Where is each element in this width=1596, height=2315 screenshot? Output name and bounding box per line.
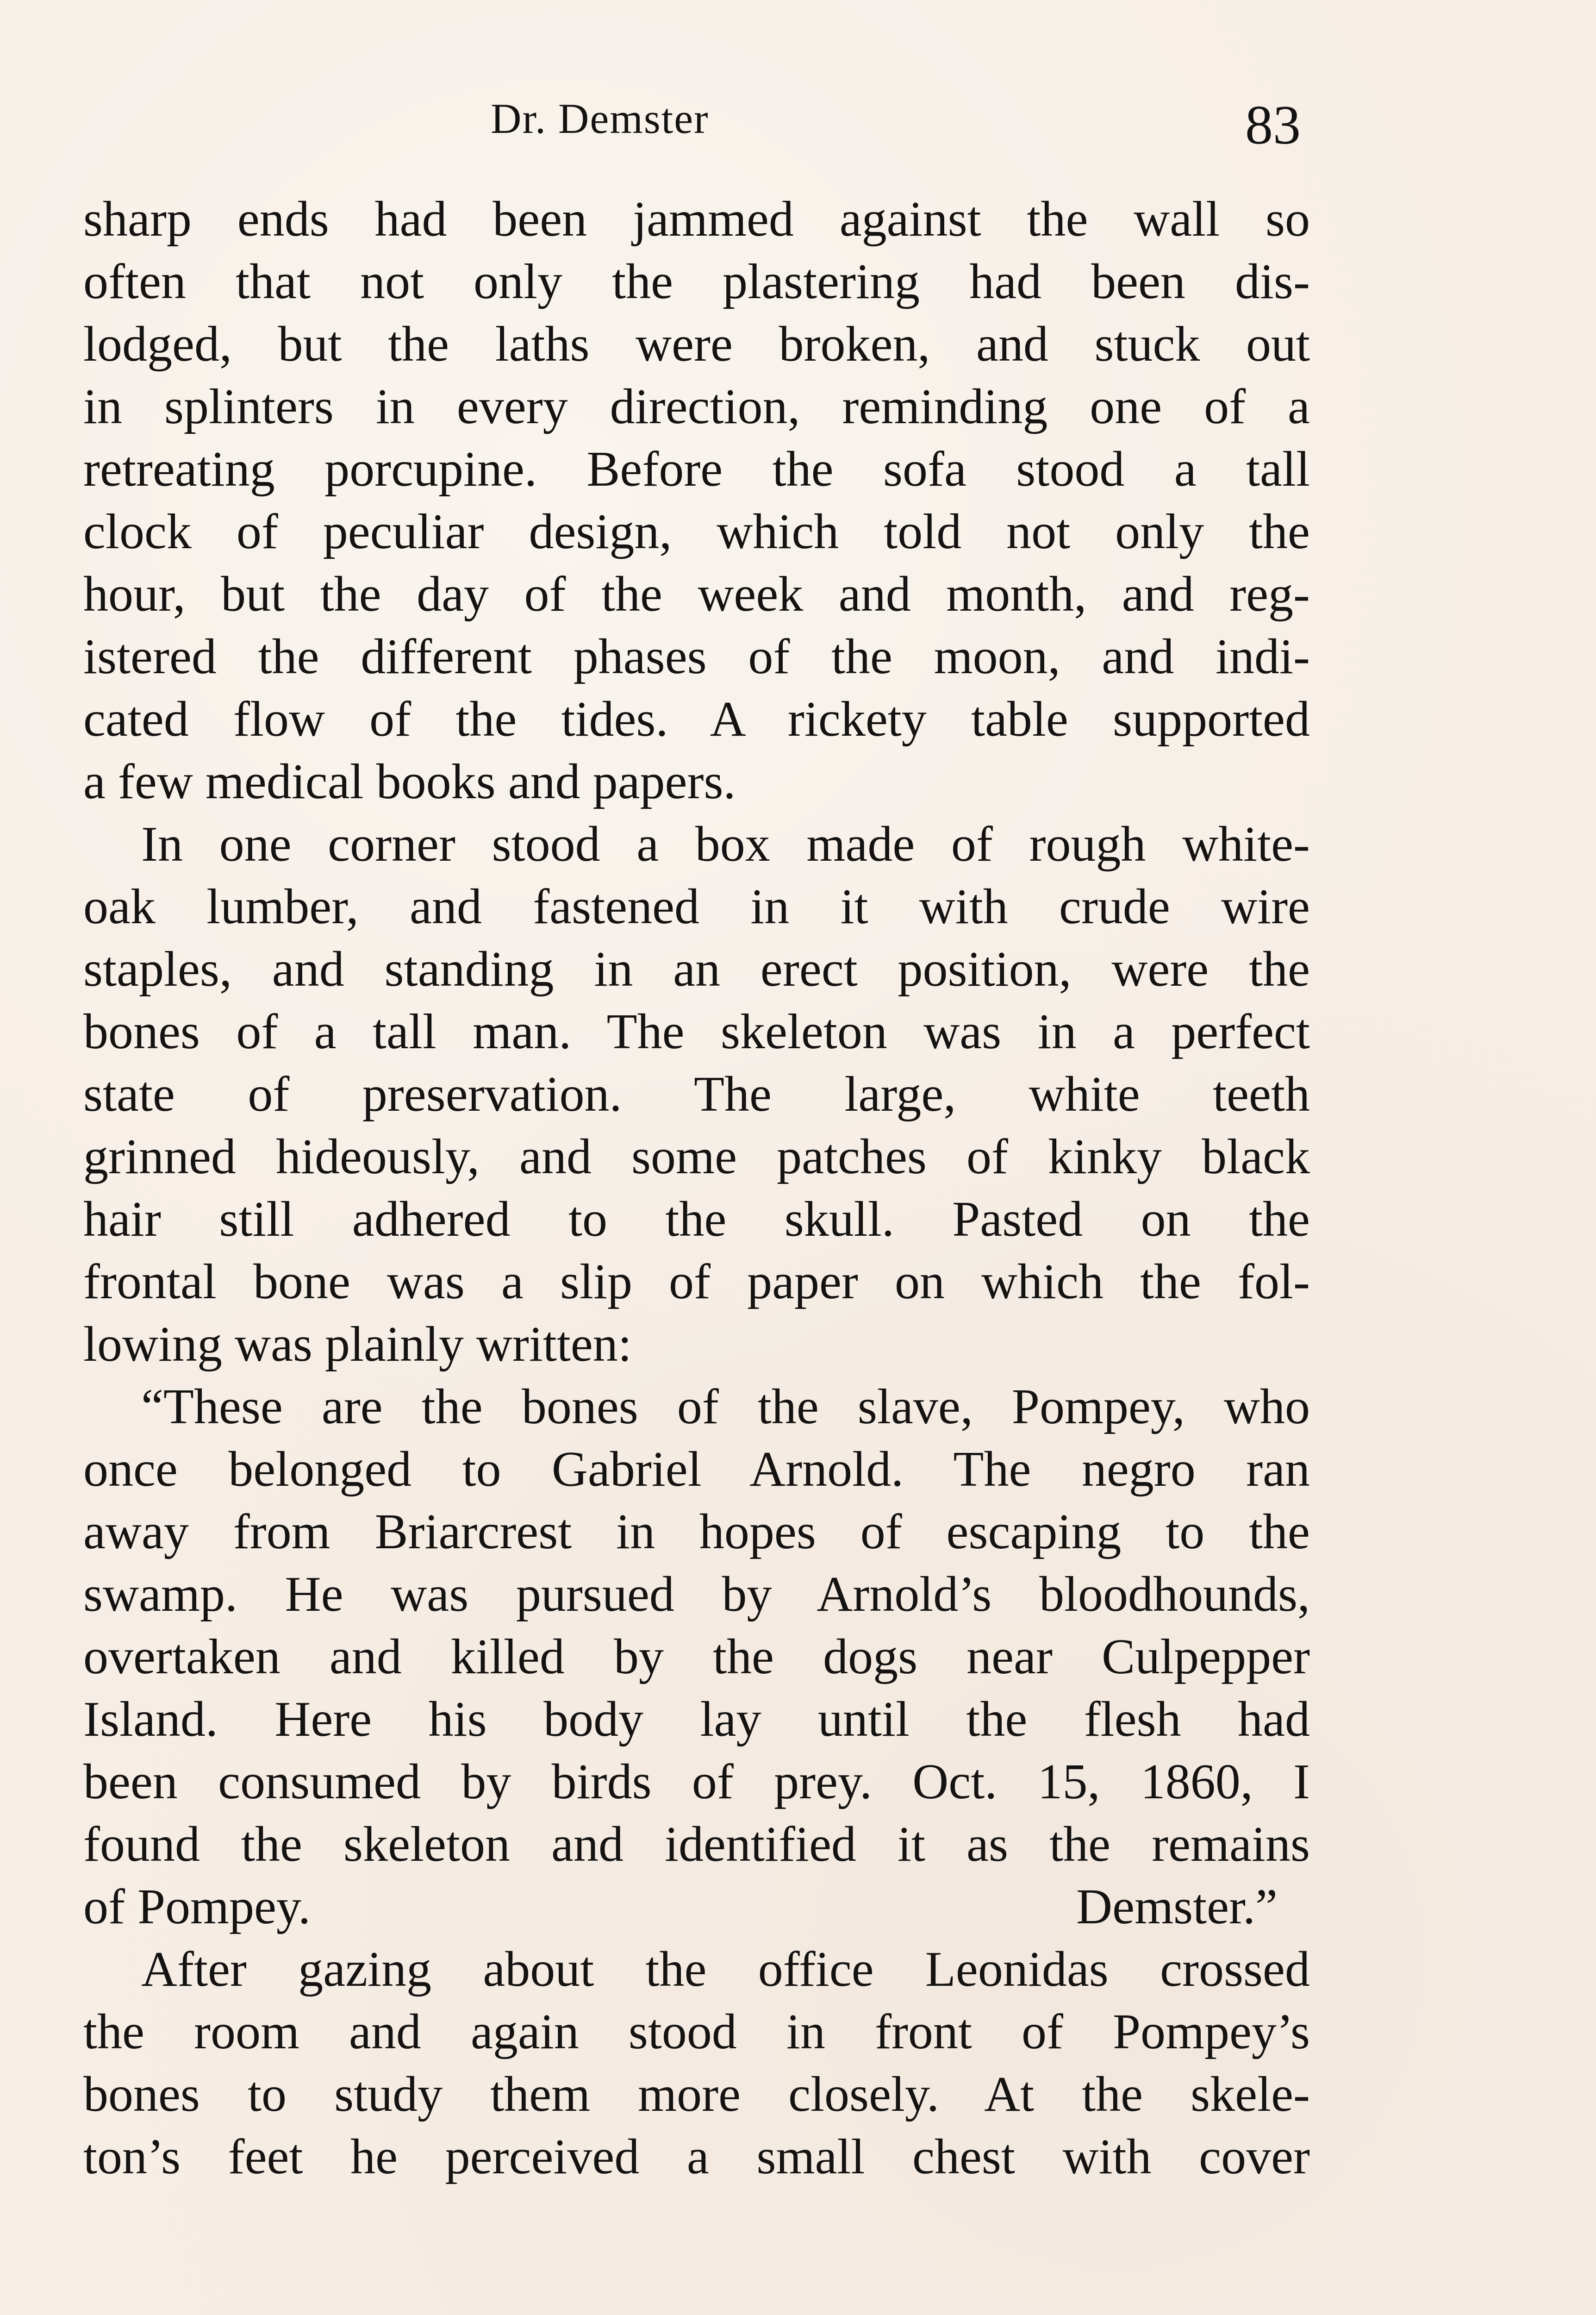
text-line: in splinters in every direction, reminding one of a: [83, 379, 1310, 434]
text-line: away from Briarcrest in hopes of escaping to the: [83, 1504, 1310, 1559]
text-line: state of preservation. The large, white teeth: [83, 1067, 1310, 1122]
text-line: swamp. He was pursued by Arnold’s bloodhounds,: [83, 1567, 1310, 1622]
text-line: the room and again stood in front of Pompey’s: [83, 2004, 1310, 2059]
quote-closing-text: of Pompey.: [83, 1879, 311, 1934]
text-line: ton’s feet he perceived a small chest with cover: [83, 2129, 1310, 2184]
text-line: a few medical books and papers.: [83, 754, 736, 809]
text-line: lowing was plainly written:: [83, 1317, 632, 1372]
text-line: frontal bone was a slip of paper on which the fol-: [83, 1254, 1310, 1309]
text-line: retreating porcupine. Before the sofa stood a tall: [83, 442, 1310, 497]
quote-start-line: “These are the bones of the slave, Pompey, who: [141, 1379, 1310, 1434]
text-line: bones to study them more closely. At the skele-: [83, 2067, 1310, 2122]
text-line: Island. Here his body lay until the flesh had: [83, 1692, 1310, 1747]
text-line: been consumed by birds of prey. Oct. 15, 1860, I: [83, 1754, 1310, 1809]
paragraph-start-line: After gazing about the office Leonidas crossed: [141, 1942, 1310, 1997]
text-line: istered the different phases of the moon, and indi-: [83, 629, 1310, 684]
text-line: bones of a tall man. The skeleton was in a perfect: [83, 1004, 1310, 1059]
page-text-block: [83, 194, 1310, 2222]
text-line: sharp ends had been jammed against the wall so: [83, 192, 1310, 247]
text-line: cated flow of the tides. A rickety table supported: [83, 692, 1310, 747]
page-number: 83: [1245, 94, 1301, 156]
text-line: grinned hideously, and some patches of kinky black: [83, 1129, 1310, 1184]
text-line: oak lumber, and fastened in it with crude wire: [83, 879, 1310, 934]
text-line: hair still adhered to the skull. Pasted on the: [83, 1192, 1310, 1247]
paragraph-start-line: In one corner stood a box made of rough white-: [141, 817, 1310, 872]
quote-signature: Demster.”: [1076, 1879, 1278, 1934]
text-line: clock of peculiar design, which told not only the: [83, 504, 1310, 559]
running-head: Dr. Demster: [491, 95, 709, 142]
quote-signature-line: [83, 1879, 1310, 1934]
text-line: overtaken and killed by the dogs near Culpepper: [83, 1629, 1310, 1684]
text-line: often that not only the plastering had been dis-: [83, 254, 1310, 309]
text-line: once belonged to Gabriel Arnold. The negro ran: [83, 1442, 1310, 1497]
text-line: hour, but the day of the week and month, and reg-: [83, 567, 1310, 622]
text-line: staples, and standing in an erect position, were the: [83, 942, 1310, 997]
text-line: found the skeleton and identified it as the remains: [83, 1817, 1310, 1872]
text-line: lodged, but the laths were broken, and stuck out: [83, 317, 1310, 372]
